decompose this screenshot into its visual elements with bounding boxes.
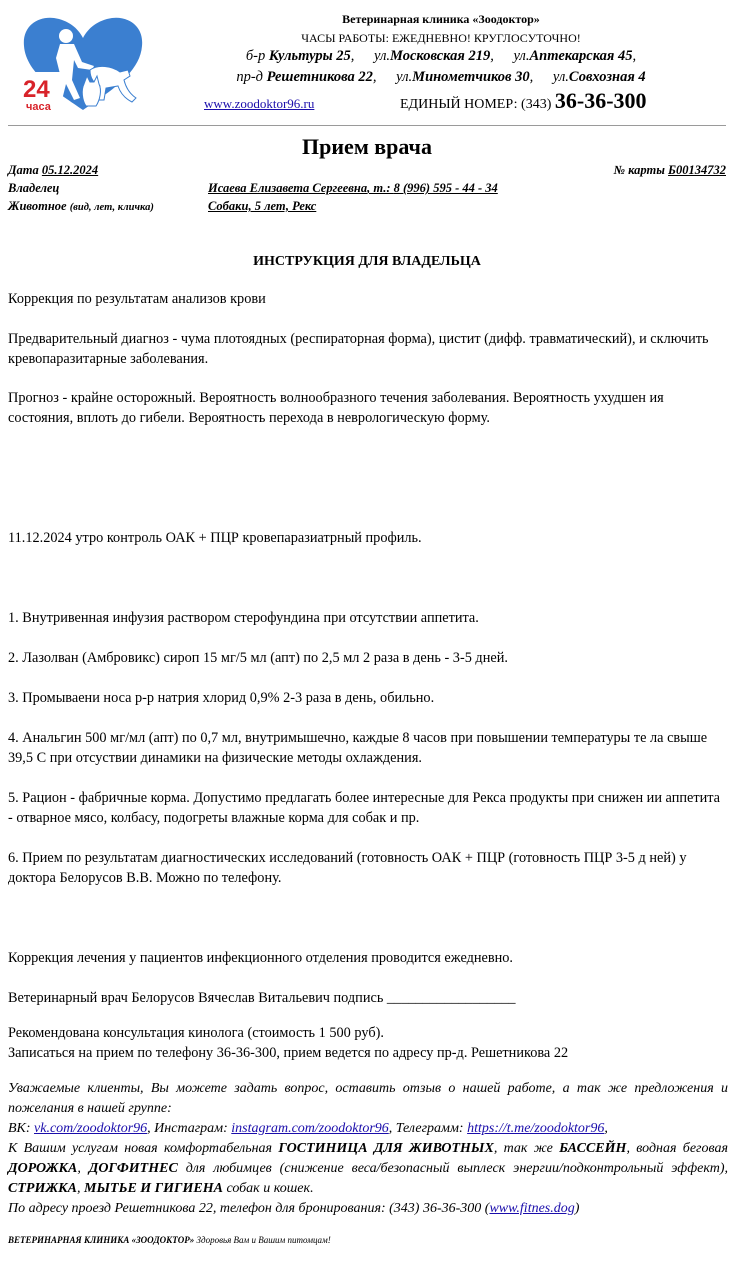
treatment-item-1: 1. Внутривенная инфузия раствором стерофундина при отсутствии аппетита. [8, 610, 479, 626]
footer: ВЕТЕРИНАРНАЯ КЛИНИКА «ЗООДОКТОР» Здоровья Вам и Вашим питомцам! [8, 1235, 331, 1245]
treatment-item-5: 5. Рацион - фабричные корма. Допустимо предлагать более интересные для Рекса продукты при снижен ии аппетита - отварное мясо, колбасу, подогреты влажные корма для собак и пр. [8, 790, 721, 826]
phone-label: ЕДИНЫЙ НОМЕР: (343) [400, 97, 555, 112]
page-title: Прием врача [302, 134, 432, 159]
working-hours: ЧАСЫ РАБОТЫ: ЕЖЕДНЕВНО! КРУГЛОСУТОЧНО! [301, 31, 581, 45]
logo-hours-text: часа [26, 101, 51, 112]
phone-number [400, 88, 647, 114]
telegram-link[interactable]: https://t.me/zoodoktor96 [467, 1121, 605, 1136]
address-4: пр-д Решетникова 22, [236, 69, 377, 85]
fitness-link[interactable]: www.fitnes.dog [489, 1201, 575, 1216]
owner-label: Владелец [8, 181, 60, 195]
paragraph-appointment: Записаться на прием по телефону 36-36-300, прием ведется по адресу пр-д. Решетникова 22 [8, 1045, 569, 1061]
address-1: б-р Культуры 25, [245, 48, 355, 64]
website-link[interactable]: www.zoodoktor96.ru [204, 96, 315, 111]
instructions-heading: ИНСТРУКЦИЯ ДЛЯ ВЛАДЕЛЬЦА [253, 254, 481, 269]
client-note [8, 1079, 728, 1219]
paragraph-daily-correction: Коррекция лечения у пациентов инфекционного отделения проводится ежедневно. [8, 950, 514, 966]
address-line-2 [150, 69, 732, 86]
treatment-item-3: 3. Промываени носа р-р натрия хлорид 0,9% 2-3 раза в день, обильно. [8, 690, 435, 706]
note-intro: Уважаемые клиенты, Вы можете задать вопрос, оставить отзыв о нашей работе, а так же предложения и пожелания в нашей группе: [8, 1081, 728, 1116]
vk-link[interactable]: vk.com/zoodoktor96 [34, 1121, 148, 1136]
animal-label: Животное (вид, лет, кличка) [8, 199, 154, 213]
address-line-1 [150, 48, 732, 65]
address-3: ул.Аптекарская 45, [513, 48, 637, 64]
phone-big: 36-36-300 [554, 88, 647, 113]
paragraph-cynologist: Рекомендована консультация кинолога (стоимость 1 500 руб). [8, 1025, 384, 1041]
animal-value: Собаки, 5 лет, Рекс [208, 199, 317, 213]
instagram-link[interactable]: instagram.com/zoodoktor96 [231, 1121, 389, 1136]
clinic-logo [20, 14, 146, 112]
header-divider [8, 125, 726, 126]
address-6: ул.Совхозная 4 [552, 69, 646, 85]
logo-24-text: 24 [23, 76, 50, 103]
treatment-item-6: 6. Прием по результатам диагностических исследований (готовность ОАК + ПЦР (готовность ПЦР 3-5 д ней) у доктора Белорусов В.В. Можно по телефону. [8, 850, 687, 886]
paragraph-prognosis: Прогноз - крайне осторожный. Вероятность волнообразного течения заболевания. Вероятность ухудшен ия состояния, вплоть до гибели. Вероятность перехода в неврологическую форму. [8, 390, 664, 426]
note-social-links: ВК: vk.com/zoodoktor96, Инстаграм: instagram.com/zoodoktor96, Телеграмм: https://t.me/zoodoktor96, [8, 1121, 608, 1136]
address-2: ул.Московская 219, [374, 48, 494, 64]
paragraph-correction: Коррекция по результатам анализов крови [8, 291, 266, 307]
note-services: К Вашим услугам новая комфортабельная ГОСТИНИЦА ДЛЯ ЖИВОТНЫХ, так же БАССЕЙН, водная беговая ДОРОЖКА, ДОГФИТНЕС для любимцев (снижение веса/безопасный выплеск энергии/подконтрольный эффект), СТРИЖКА, МЫТЬЕ И ГИГИЕНА собак и кошек. [8, 1141, 729, 1196]
card-number: № карты Б00134732 [613, 163, 726, 177]
address-5: ул.Минометчиков 30, [396, 69, 534, 85]
owner-value: Исаева Елизавета Сергеевна, т.: 8 (996) 595 - 44 - 34 [208, 181, 498, 195]
clinic-name: Ветеринарная клиника «Зоодоктор» [342, 12, 540, 26]
treatment-item-2: 2. Лазолван (Амбровикс) сироп 15 мг/5 мл (апт) по 2,5 мл 2 раза в день - 3-5 дней. [8, 650, 508, 666]
doctor-signature: Ветеринарный врач Белорусов Вячеслав Витальевич подпись __________________ [8, 990, 516, 1006]
treatment-item-4: 4. Анальгин 500 мг/мл (апт) по 0,7 мл, внутримышечно, каждые 8 часов при повышении температуры те ла свыше 39,5 С при отсуствии динамики на физические методы охлаждения. [8, 730, 708, 766]
paragraph-diagnosis: Предварительный диагноз - чума плотоядных (респираторная форма), цистит (дифф. травматический), и сключить кревопаразитарные заболевания. [8, 331, 709, 367]
visit-date: Дата 05.12.2024 [8, 163, 99, 177]
paragraph-control: 11.12.2024 утро контроль ОАК + ПЦР кровепаразиатрный профиль. [8, 530, 422, 546]
note-address: По адресу проезд Решетникова 22, телефон для бронирования: (343) 36-36-300 (www.fitnes.dog) [8, 1201, 580, 1216]
